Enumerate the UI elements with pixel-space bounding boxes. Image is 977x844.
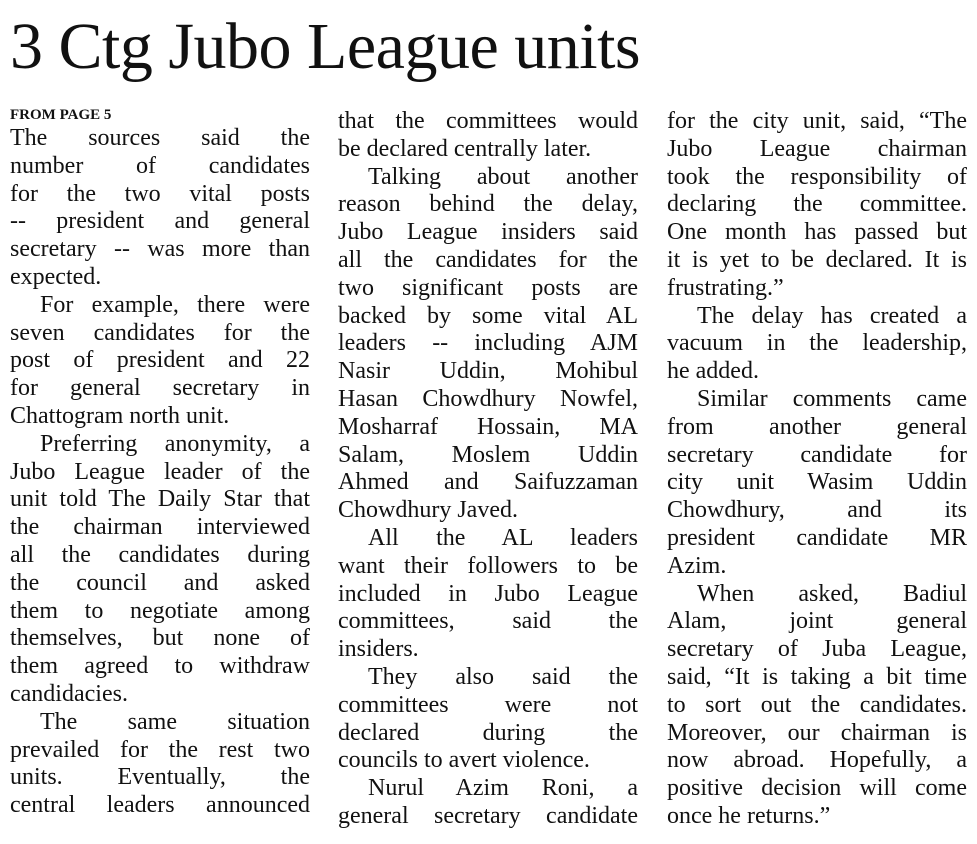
article-column-2: [338, 108, 638, 831]
text-line: secretary candidate for: [667, 441, 967, 468]
text-line: committees were not: [338, 691, 638, 718]
text-line: Talking about another: [368, 163, 638, 190]
text-line: Jubo League chairman: [667, 135, 967, 162]
text-line: units. Eventually, the: [10, 764, 310, 791]
text-line: reason behind the delay,: [338, 191, 638, 218]
text-line: positive decision will come: [667, 775, 967, 802]
text-line: Moreover, our chairman is: [667, 719, 967, 746]
continuation-kicker: FROM PAGE 5: [10, 107, 112, 123]
headline: 3 Ctg Jubo League units: [10, 10, 641, 83]
text-line: the council and asked: [10, 569, 310, 596]
text-line: For example, there were: [40, 291, 310, 318]
column-3-text: [667, 108, 967, 831]
text-line: now abroad. Hopefully, a: [667, 747, 967, 774]
article-column-1: [10, 106, 310, 820]
text-line: that the committees would: [338, 108, 638, 134]
text-line: themselves, but none of: [10, 625, 310, 652]
text-line: Chowdhury Javed.: [338, 497, 518, 524]
text-line: insiders.: [338, 636, 419, 663]
text-line: number of candidates: [10, 152, 310, 179]
text-line: Nurul Azim Roni, a: [368, 775, 638, 802]
column-2-text: [338, 108, 638, 831]
text-line: it is yet to be declared. It is: [667, 246, 967, 273]
text-line: secretary of Juba League,: [667, 636, 967, 663]
text-line: declared during the: [338, 719, 638, 746]
text-line: backed by some vital AL: [338, 302, 638, 329]
text-line: councils to avert violence.: [338, 747, 590, 774]
text-line: Hasan Chowdhury Nowfel,: [338, 385, 638, 412]
text-line: All the AL leaders: [368, 524, 638, 551]
text-line: Jubo League leader of the: [10, 458, 310, 485]
text-line: Jubo League insiders said: [338, 219, 638, 246]
text-line: want their followers to be: [338, 552, 638, 579]
text-line: committees, said the: [338, 608, 638, 635]
text-line: The delay has created a: [697, 302, 967, 329]
text-line: them to negotiate among: [10, 597, 310, 624]
text-line: Mosharraf Hossain, MA: [338, 413, 638, 440]
text-line: Salam, Moslem Uddin: [338, 441, 638, 468]
article-column-3: [667, 108, 967, 831]
text-line: The sources said the: [10, 125, 310, 151]
text-line: -- president and general: [10, 208, 310, 235]
text-line: once he returns.”: [667, 802, 831, 829]
text-line: the chairman interviewed: [10, 514, 310, 541]
text-line: for the two vital posts: [10, 180, 310, 207]
text-line: said, “It is taking a bit time: [667, 663, 967, 690]
text-line: unit told The Daily Star that: [10, 486, 310, 513]
text-line: to sort out the candidates.: [667, 691, 967, 718]
text-line: included in Jubo League: [338, 580, 638, 607]
text-line: he added.: [667, 358, 759, 385]
text-line: candidacies.: [10, 680, 128, 707]
text-line: took the responsibility of: [667, 163, 967, 190]
text-line: Similar comments came: [697, 385, 967, 412]
text-line: be declared centrally later.: [338, 135, 592, 162]
text-line: They also said the: [368, 663, 638, 690]
text-line: When asked, Badiul: [697, 580, 967, 607]
text-line: Chattogram north unit.: [10, 402, 230, 429]
text-line: Preferring anonymity, a: [40, 430, 310, 457]
text-line: two significant posts are: [338, 274, 638, 301]
text-line: president candidate MR: [667, 524, 967, 551]
text-line: secretary -- was more than: [10, 236, 310, 263]
text-line: Nasir Uddin, Mohibul: [338, 358, 638, 385]
text-line: all the candidates during: [10, 541, 310, 568]
text-line: them agreed to withdraw: [10, 653, 310, 680]
text-line: Chowdhury, and its: [667, 497, 967, 524]
text-line: seven candidates for the: [10, 319, 310, 346]
text-line: all the candidates for the: [338, 246, 638, 273]
text-line: post of president and 22: [10, 347, 310, 374]
text-line: frustrating.”: [667, 274, 784, 301]
text-line: Ahmed and Saifuzzaman: [338, 469, 638, 496]
text-line: from another general: [667, 413, 967, 440]
text-line: expected.: [10, 263, 102, 290]
text-line: Alam, joint general: [667, 608, 967, 635]
text-line: general secretary candidate: [338, 802, 638, 829]
column-1-text: [10, 125, 310, 820]
text-line: vacuum in the leadership,: [667, 330, 967, 357]
text-line: leaders -- including AJM: [338, 330, 638, 357]
text-line: prevailed for the rest two: [10, 736, 310, 763]
text-line: central leaders announced: [10, 792, 310, 819]
text-line: Azim.: [667, 552, 727, 579]
text-line: for general secretary in: [10, 375, 310, 402]
text-line: The same situation: [40, 708, 310, 735]
text-line: One month has passed but: [667, 219, 967, 246]
text-line: for the city unit, said, “The: [667, 108, 967, 134]
text-line: city unit Wasim Uddin: [667, 469, 967, 496]
text-line: declaring the committee.: [667, 191, 967, 218]
